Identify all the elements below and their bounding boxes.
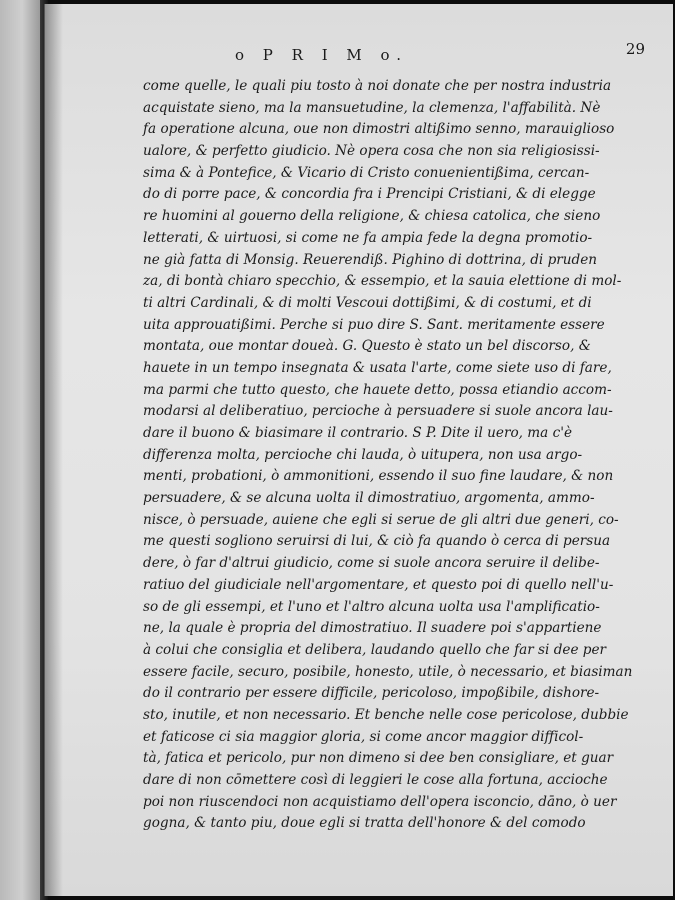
text-line: dare il buono & biasimare il contrario. S P. Dite il uero, ma c'è [143, 425, 573, 441]
text-line: tà, fatica et pericolo, pur non dimeno si dee ben consigliare, et guar [143, 750, 614, 767]
text-line: gogna, & tanto piu, doue egli si tratta dell'honore & del comodo [143, 815, 586, 832]
text-line: differenza molta, percioche chi lauda, ò uitupera, non usa argo- [143, 446, 583, 463]
text-line: ne, la quale è propria del dimostratiuo. Il suadere poi s'appartiene [143, 620, 602, 637]
text-line: re huomini al gouerno della religione, & chiesa catolica, che sieno [143, 208, 601, 225]
text-line: ratiuo del giudiciale nell'argomentare, et questo poi di quello nell'u- [143, 576, 614, 593]
text-line: fa operatione alcuna, oue non dimostri altißimo senno, marauiglioso [143, 121, 615, 138]
text-line: hauete in un tempo insegnata & usata l'arte, come siete uso di fare, [143, 359, 612, 376]
text-line: do il contrario per essere difficile, pericoloso, impoßibile, dishore- [143, 685, 600, 702]
text-line: dare di non cōmettere così di leggieri le cose alla fortuna, accioche [143, 772, 608, 788]
text-line: letterati, & uirtuosi, si come ne fa ampia fede la degna promotio- [143, 229, 593, 246]
text-line: uita approuatißimi. Perche si puo dire S. Sant. meritamente essere [143, 316, 605, 333]
text-line: ualore, & perfetto giudicio. Nè opera cosa che non sia religiosissi- [143, 143, 600, 160]
body-text [143, 76, 663, 835]
text-line: ne già fatta di Monsig. Reuerendiß. Pighino di dottrina, di pruden [143, 251, 598, 268]
text-line: dere, ò far d'altrui giudicio, come si suole ancora seruire il delibe- [143, 555, 600, 572]
text-line: et faticose ci sia maggior gloria, si come ancor maggior difficol- [143, 728, 584, 745]
text-line: so de gli essempi, et l'uno et l'altro alcuna uolta usa l'amplificatio- [143, 598, 600, 615]
text-line: za, di bontà chiaro specchio, & essempio, et la sauia elettione di mol- [143, 273, 622, 290]
text-line: montata, oue montar doueà. G. Questo è stato un bel discorso, & [143, 338, 591, 355]
text-line: sto, inutile, et non necessario. Et benche nelle cose pericolose, dubbie [143, 706, 629, 723]
text-line: menti, probationi, ò ammonitioni, essendo il suo fine laudare, & non [143, 468, 614, 485]
text-line: ma parmi che tutto questo, che hauete detto, possa etiandio accom- [143, 381, 612, 398]
text-line: do di porre pace, & concordia fra i Prencipi Cristiani, & di elegge [143, 186, 596, 203]
page-number: 29 [625, 40, 645, 58]
text-line: acquistate sieno, ma la mansuetudine, la clemenza, l'affabilità. Nè [143, 99, 601, 116]
text-line: me questi sogliono seruirsi di lui, & ciò fa quando ò cerca di persua [143, 533, 611, 550]
facing-page-edge [0, 0, 40, 900]
text-line: essere facile, securo, posibile, honesto, utile, ò necessario, et biasiman [143, 663, 633, 680]
text-line: sima & à Pontefice, & Vicario di Cristo conuenientißima, cercan- [143, 164, 590, 181]
running-head: o P R I M o. [235, 46, 409, 64]
text-line: ti altri Cardinali, & di molti Vescoui dottißimi, & di costumi, et di [143, 294, 592, 311]
text-line: persuadere, & se alcuna uolta il dimostratiuo, argomenta, ammo- [143, 490, 595, 507]
text-line: modarsi al deliberatiuo, percioche à persuadere si suole ancora lau- [143, 403, 613, 420]
text-line: come quelle, le quali piu tosto à noi donate che per nostra industria [143, 78, 612, 94]
text-line: poi non riuscendoci non acquistiamo dell'opera isconcio, dāno, ò uer [143, 793, 617, 810]
text-line: à colui che consiglia et delibera, laudando quello che far si dee per [143, 641, 607, 658]
text-line: nisce, ò persuade, auiene che egli si serue de gli altri due generi, co- [143, 511, 619, 528]
book-page [44, 4, 673, 896]
gutter-shadow [45, 4, 63, 896]
